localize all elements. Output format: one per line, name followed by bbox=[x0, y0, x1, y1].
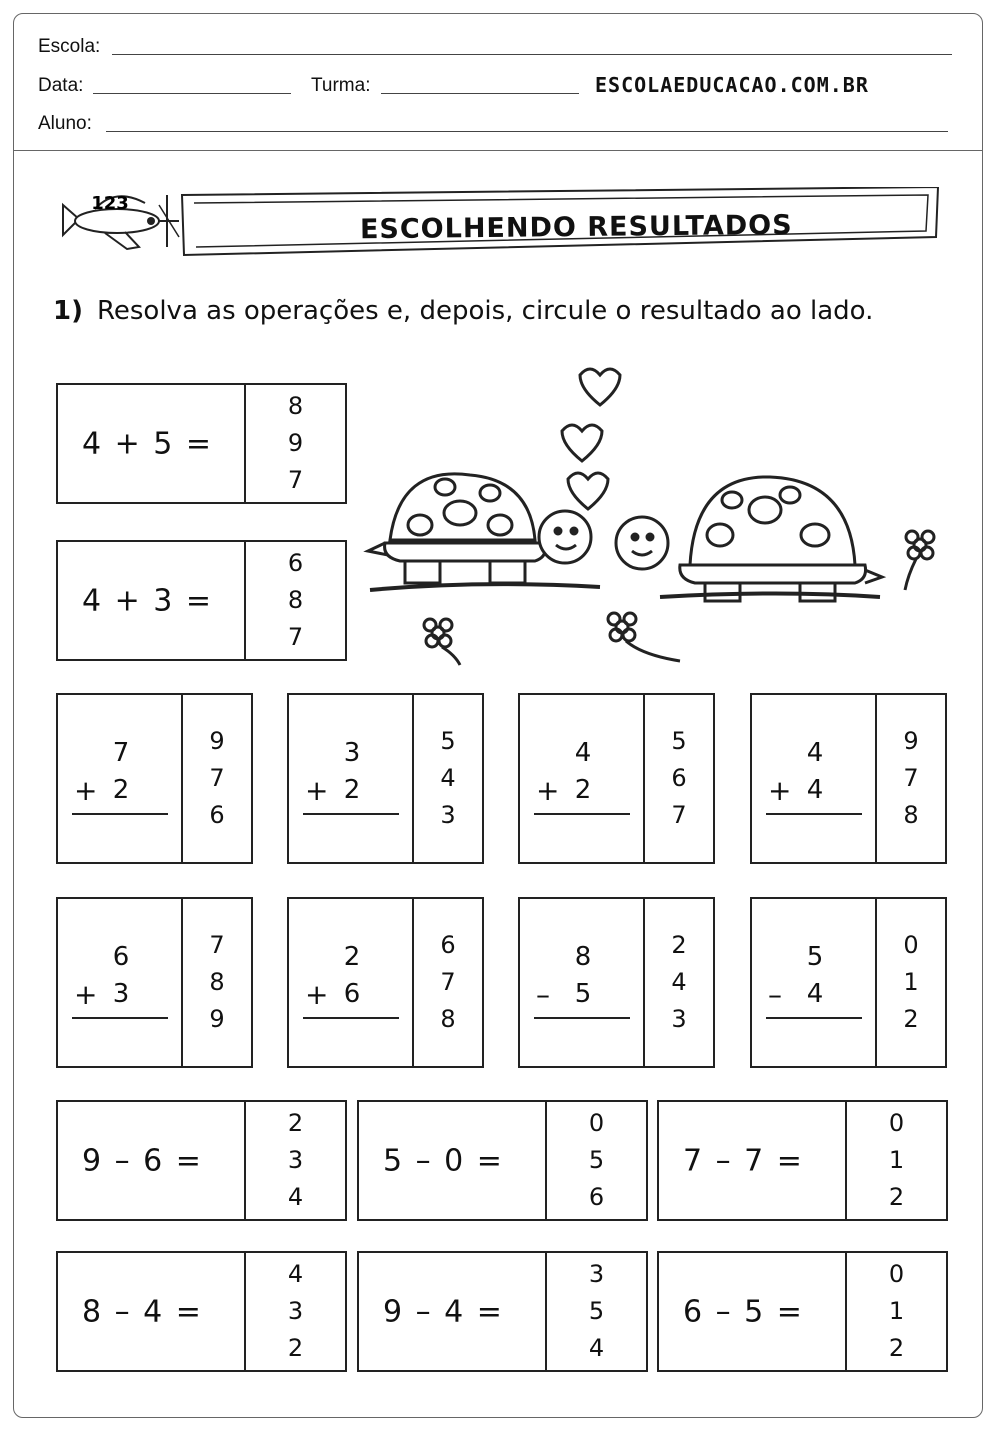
answer-option[interactable]: 0 bbox=[888, 1109, 905, 1137]
operator: + bbox=[74, 977, 98, 1011]
operator: + bbox=[768, 773, 792, 807]
escola-label: Escola: bbox=[38, 36, 101, 57]
answer-option[interactable]: 4 bbox=[287, 1183, 304, 1211]
answer-option[interactable]: 2 bbox=[671, 931, 687, 959]
answer-options bbox=[246, 1102, 345, 1219]
escola-field[interactable] bbox=[112, 54, 952, 55]
expression: 8 – 4 = bbox=[82, 1294, 203, 1329]
answer-option[interactable]: 3 bbox=[671, 1005, 687, 1033]
answer-option[interactable]: 7 bbox=[287, 466, 304, 494]
answer-option[interactable]: 0 bbox=[903, 931, 919, 959]
operand-bottom: 3 bbox=[112, 979, 130, 1010]
answer-option[interactable]: 7 bbox=[287, 623, 304, 651]
operand-bottom: 2 bbox=[574, 775, 592, 806]
answer-option[interactable]: 8 bbox=[209, 968, 225, 996]
answer-options bbox=[847, 1253, 946, 1370]
operand-top: 3 bbox=[343, 737, 361, 768]
answer-option[interactable]: 5 bbox=[588, 1297, 605, 1325]
operand-top: 4 bbox=[574, 737, 592, 768]
sum-line bbox=[72, 813, 168, 815]
problem-box bbox=[518, 693, 715, 864]
answer-options bbox=[877, 899, 945, 1066]
problem-box bbox=[56, 1100, 347, 1221]
problem-box bbox=[287, 897, 484, 1068]
problem-box bbox=[657, 1100, 948, 1221]
instruction-text: Resolva as operações e, depois, circule o resultado ao lado. bbox=[96, 296, 874, 326]
page-title: ESCOLHENDO RESULTADOS bbox=[359, 209, 793, 246]
operand-bottom: 6 bbox=[343, 979, 361, 1010]
aluno-field[interactable] bbox=[106, 131, 948, 132]
expression: 9 – 4 = bbox=[383, 1294, 504, 1329]
answer-option[interactable]: 9 bbox=[287, 429, 304, 457]
answer-option[interactable]: 9 bbox=[209, 1005, 225, 1033]
operator: + bbox=[536, 773, 560, 807]
answer-option[interactable]: 2 bbox=[888, 1183, 905, 1211]
operand-top: 4 bbox=[806, 737, 824, 768]
answer-options bbox=[183, 899, 251, 1066]
problem-box bbox=[56, 540, 347, 661]
expression: 5 – 0 = bbox=[383, 1143, 504, 1178]
problem-box bbox=[56, 1251, 347, 1372]
answer-option[interactable]: 8 bbox=[903, 801, 919, 829]
instruction bbox=[53, 296, 873, 326]
answer-option[interactable]: 7 bbox=[440, 968, 456, 996]
answer-option[interactable]: 6 bbox=[287, 549, 304, 577]
problem-box bbox=[287, 693, 484, 864]
answer-option[interactable]: 4 bbox=[440, 764, 456, 792]
expression: 4 + 3 = bbox=[82, 583, 214, 618]
aluno-label: Aluno: bbox=[38, 113, 92, 134]
answer-option[interactable]: 6 bbox=[588, 1183, 605, 1211]
plane-badge: 123 bbox=[91, 193, 129, 214]
operand-top: 8 bbox=[574, 941, 592, 972]
sum-line bbox=[303, 1017, 399, 1019]
expression: 4 + 5 = bbox=[82, 426, 214, 461]
turma-field[interactable] bbox=[381, 93, 579, 94]
operand-bottom: 4 bbox=[806, 775, 824, 806]
answer-option[interactable]: 9 bbox=[903, 727, 919, 755]
answer-option[interactable]: 2 bbox=[903, 1005, 919, 1033]
operand-top: 7 bbox=[112, 737, 130, 768]
answer-options bbox=[645, 899, 713, 1066]
answer-option[interactable]: 1 bbox=[903, 968, 919, 996]
operand-top: 6 bbox=[112, 941, 130, 972]
operand-bottom: 5 bbox=[574, 979, 592, 1010]
answer-option[interactable]: 3 bbox=[440, 801, 456, 829]
answer-options bbox=[414, 695, 482, 862]
answer-options bbox=[847, 1102, 946, 1219]
header-divider bbox=[13, 150, 983, 151]
answer-options bbox=[547, 1102, 646, 1219]
sum-line bbox=[534, 1017, 630, 1019]
operand-top: 5 bbox=[806, 941, 824, 972]
answer-option[interactable]: 0 bbox=[888, 1260, 905, 1288]
site-name: ESCOLAEDUCACAO.COM.BR bbox=[595, 73, 869, 97]
expression: 6 – 5 = bbox=[683, 1294, 804, 1329]
sum-line bbox=[766, 1017, 862, 1019]
turtles-illustration bbox=[360, 365, 950, 675]
answer-option[interactable]: 4 bbox=[588, 1334, 605, 1362]
sum-line bbox=[766, 813, 862, 815]
answer-option[interactable]: 1 bbox=[888, 1146, 905, 1174]
answer-option[interactable]: 8 bbox=[440, 1005, 456, 1033]
operator: – bbox=[536, 977, 550, 1011]
turma-label: Turma: bbox=[311, 75, 371, 96]
answer-option[interactable]: 4 bbox=[671, 968, 687, 996]
answer-option[interactable]: 2 bbox=[888, 1334, 905, 1362]
operator: – bbox=[768, 977, 782, 1011]
answer-option[interactable]: 6 bbox=[671, 764, 687, 792]
sum-line bbox=[534, 813, 630, 815]
data-field[interactable] bbox=[93, 93, 291, 94]
answer-option[interactable]: 2 bbox=[287, 1334, 304, 1362]
answer-option[interactable]: 7 bbox=[671, 801, 687, 829]
answer-option[interactable]: 2 bbox=[287, 1109, 304, 1137]
answer-options bbox=[246, 542, 345, 659]
answer-option[interactable]: 6 bbox=[209, 801, 225, 829]
operand-top: 2 bbox=[343, 941, 361, 972]
problem-box bbox=[357, 1251, 648, 1372]
data-label: Data: bbox=[38, 75, 84, 96]
answer-option[interactable]: 3 bbox=[287, 1146, 304, 1174]
answer-option[interactable]: 7 bbox=[903, 764, 919, 792]
sum-line bbox=[303, 813, 399, 815]
answer-options bbox=[877, 695, 945, 862]
answer-option[interactable]: 1 bbox=[888, 1297, 905, 1325]
answer-options bbox=[414, 899, 482, 1066]
operand-bottom: 2 bbox=[112, 775, 130, 806]
answer-option[interactable]: 3 bbox=[287, 1297, 304, 1325]
sum-line bbox=[72, 1017, 168, 1019]
answer-option[interactable]: 6 bbox=[440, 931, 456, 959]
operand-bottom: 4 bbox=[806, 979, 824, 1010]
answer-option[interactable]: 5 bbox=[671, 727, 687, 755]
answer-options bbox=[645, 695, 713, 862]
operator: + bbox=[305, 977, 329, 1011]
answer-option[interactable]: 7 bbox=[209, 931, 225, 959]
answer-option[interactable]: 5 bbox=[588, 1146, 605, 1174]
answer-options bbox=[246, 385, 345, 502]
instruction-number: 1) bbox=[53, 296, 83, 326]
answer-option[interactable]: 8 bbox=[287, 392, 304, 420]
plane-icon bbox=[55, 185, 180, 255]
operator: + bbox=[305, 773, 329, 807]
answer-option[interactable]: 0 bbox=[588, 1109, 605, 1137]
problem-box bbox=[750, 897, 947, 1068]
problem-box bbox=[357, 1100, 648, 1221]
expression: 9 – 6 = bbox=[82, 1143, 203, 1178]
answer-option[interactable]: 8 bbox=[287, 586, 304, 614]
problem-box bbox=[56, 693, 253, 864]
answer-option[interactable]: 5 bbox=[440, 727, 456, 755]
answer-options bbox=[547, 1253, 646, 1370]
problem-box bbox=[657, 1251, 948, 1372]
expression: 7 – 7 = bbox=[683, 1143, 804, 1178]
operand-bottom: 2 bbox=[343, 775, 361, 806]
answer-options bbox=[246, 1253, 345, 1370]
problem-box bbox=[750, 693, 947, 864]
problem-box bbox=[56, 897, 253, 1068]
answer-option[interactable]: 4 bbox=[287, 1260, 304, 1288]
answer-option[interactable]: 9 bbox=[209, 727, 225, 755]
answer-options bbox=[183, 695, 251, 862]
answer-option[interactable]: 3 bbox=[588, 1260, 605, 1288]
answer-option[interactable]: 7 bbox=[209, 764, 225, 792]
problem-box bbox=[518, 897, 715, 1068]
problem-box bbox=[56, 383, 347, 504]
operator: + bbox=[74, 773, 98, 807]
